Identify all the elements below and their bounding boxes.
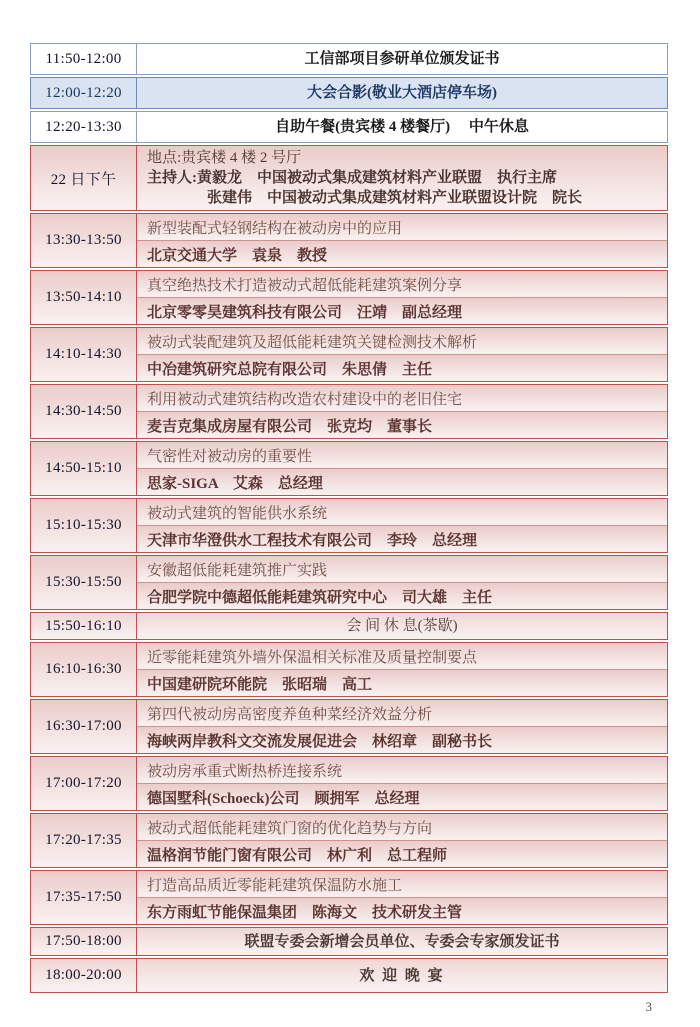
session-topic: 被动式超低能耗建筑门窗的优化趋势与方向 [137, 814, 667, 840]
content-cell [136, 613, 667, 639]
time-cell: 18:00-20:00 [45, 967, 122, 983]
time-cell: 16:30-17:00 [31, 700, 136, 753]
agenda-row-session [30, 270, 668, 325]
content-cell [136, 78, 667, 108]
info-line: 地点:贵宾楼 4 楼 2 号厅 [147, 150, 302, 166]
content-cell [136, 328, 667, 381]
content-cell [136, 556, 667, 609]
agenda-row-session [30, 327, 668, 382]
content-cell [136, 871, 667, 924]
session-topic: 真空绝热技术打造被动式超低能耗建筑案例分享 [137, 271, 667, 297]
time-cell: 14:30-14:50 [31, 385, 136, 438]
time-cell: 15:50-16:10 [45, 617, 122, 634]
event-title: 大会合影(敬业大酒店停车场) [307, 85, 497, 101]
content-cell [136, 757, 667, 810]
time-cell: 17:50-18:00 [45, 933, 122, 949]
session-topic: 利用被动式建筑结构改造农村建设中的老旧住宅 [137, 385, 667, 411]
session-topic: 气密性对被动房的重要性 [137, 442, 667, 468]
content-cell [136, 112, 667, 142]
page-number: 3 [645, 999, 652, 1014]
event-title: 联盟专委会新增会员单位、专委会专家颁发证书 [244, 933, 560, 950]
session-speaker: 合肥学院中德超低能耗建筑研究中心 司大雄 主任 [137, 582, 667, 609]
time-cell: 12:00-12:20 [45, 84, 122, 101]
session-topic: 第四代被动房高密度养鱼种菜经济效益分析 [137, 700, 667, 726]
agenda-row-session [30, 756, 668, 811]
content-cell [136, 442, 667, 495]
session-speaker: 中国建研院环能院 张昭瑞 高工 [137, 669, 667, 696]
agenda-row-plain [30, 43, 668, 75]
time-cell: 22 日下午 [50, 171, 117, 188]
time-cell: 15:30-15:50 [31, 556, 136, 609]
session-topic: 被动式建筑的智能供水系统 [137, 499, 667, 525]
agenda-row-session [30, 213, 668, 268]
agenda-row-session [30, 642, 668, 697]
content-cell [136, 700, 667, 753]
session-topic: 打造高品质近零能耗建筑保温防水施工 [137, 871, 667, 897]
time-cell: 11:50-12:00 [45, 50, 122, 67]
session-speaker: 天津市华澄供水工程技术有限公司 李玲 总经理 [137, 525, 667, 552]
session-speaker: 东方雨虹节能保温集团 陈海文 技术研发主管 [137, 897, 667, 924]
content-cell [136, 214, 667, 267]
session-speaker: 麦吉克集成房屋有限公司 张克均 董事长 [137, 411, 667, 438]
session-speaker: 温格润节能门窗有限公司 林广利 总工程师 [137, 840, 667, 867]
time-cell: 13:30-13:50 [31, 214, 136, 267]
agenda-row-session [30, 441, 668, 496]
time-cell: 17:20-17:35 [31, 814, 136, 867]
session-topic: 被动房承重式断热桥连接系统 [137, 757, 667, 783]
session-speaker: 北京零零昊建筑科技有限公司 汪靖 副总经理 [137, 297, 667, 324]
agenda-page [30, 43, 668, 995]
time-cell: 17:00-17:20 [31, 757, 136, 810]
agenda-row-session [30, 384, 668, 439]
event-title: 欢 迎 晚 宴 [359, 967, 445, 984]
time-cell: 14:10-14:30 [31, 328, 136, 381]
session-speaker: 海峡两岸教科文交流发展促进会 林绍章 副秘书长 [137, 726, 667, 753]
event-title: 自助午餐(贵宾楼 4 楼餐厅) 中午休息 [275, 119, 529, 135]
agenda-row-banquet [30, 958, 668, 993]
session-topic: 新型装配式轻钢结构在被动房中的应用 [137, 214, 667, 240]
agenda-row-break [30, 612, 668, 640]
content-cell [136, 44, 667, 74]
agenda-row-info [30, 145, 668, 211]
info-line: 主持人:黄毅龙 中国被动式集成建筑材料产业联盟 执行主席 [147, 170, 557, 186]
session-speaker: 德国墅科(Schoeck)公司 顾拥军 总经理 [137, 783, 667, 810]
session-speaker: 思家-SIGA 艾森 总经理 [137, 468, 667, 495]
time-cell: 12:20-13:30 [45, 118, 122, 135]
agenda-row-session [30, 813, 668, 868]
time-cell: 17:35-17:50 [31, 871, 136, 924]
time-cell: 16:10-16:30 [31, 643, 136, 696]
content-cell [136, 499, 667, 552]
session-speaker: 中冶建筑研究总院有限公司 朱思倩 主任 [137, 354, 667, 381]
time-cell: 15:10-15:30 [31, 499, 136, 552]
session-topic: 安徽超低能耗建筑推广实践 [137, 556, 667, 582]
agenda-table [30, 43, 668, 993]
content-cell [136, 814, 667, 867]
agenda-row-session [30, 699, 668, 754]
agenda-row-session [30, 498, 668, 553]
info-line: 张建伟 中国被动式集成建筑材料产业联盟设计院 院长 [207, 190, 583, 206]
agenda-row-plain [30, 111, 668, 143]
content-cell [136, 959, 667, 992]
time-cell: 13:50-14:10 [31, 271, 136, 324]
session-speaker: 北京交通大学 袁泉 教授 [137, 240, 667, 267]
content-cell [136, 643, 667, 696]
agenda-row-session [30, 870, 668, 925]
session-topic: 被动式装配建筑及超低能耗建筑关键检测技术解析 [137, 328, 667, 354]
event-title: 会 间 休 息(茶歇) [346, 618, 458, 634]
session-topic: 近零能耗建筑外墙外保温相关标准及质量控制要点 [137, 643, 667, 669]
content-cell [136, 146, 667, 210]
content-cell [136, 928, 667, 955]
content-cell [136, 385, 667, 438]
event-title: 工信部项目参研单位颁发证书 [304, 51, 500, 67]
agenda-row-ceremony [30, 927, 668, 956]
time-cell: 14:50-15:10 [31, 442, 136, 495]
agenda-row-session [30, 555, 668, 610]
agenda-row-plain [30, 77, 668, 109]
content-cell [136, 271, 667, 324]
